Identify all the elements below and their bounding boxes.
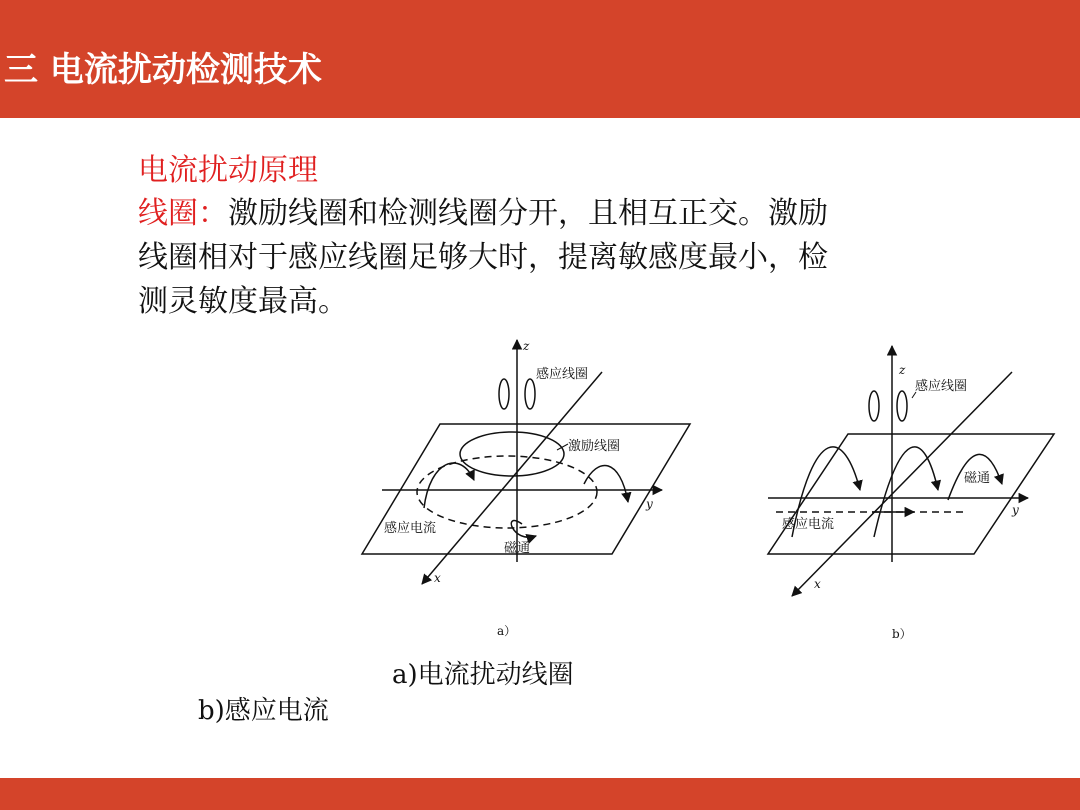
diagram-b-sense-coil-label: 感应线圈 (915, 379, 968, 394)
coil-diagram-figure (352, 332, 1072, 644)
diagram-b-flux-label: 磁通 (964, 471, 991, 486)
diagram-a-excite-coil-label: 激励线圈 (568, 439, 621, 454)
diagram-a-sense-coil-right (525, 379, 535, 409)
diagram-b (768, 346, 1054, 596)
diagram-b-z-label: z (899, 363, 906, 377)
diagram-a-sense-coil-left (499, 379, 509, 409)
diagram-a-flux-label: 磁通 (504, 541, 531, 556)
coil-diagram-svg (352, 332, 1072, 644)
body-line-2: 线圈相对于感应线圈足够大时，提离敏感度最小，检 (138, 240, 828, 275)
footer-bar (0, 778, 1080, 810)
diagram-a-flux-arc-right (584, 465, 628, 502)
diagram-a-induced-current-label: 感应电流 (384, 521, 437, 536)
body-paragraph (138, 192, 978, 324)
diagram-a-flux-arc-left (424, 463, 474, 508)
diagram-a-z-label: z (523, 339, 530, 353)
diagram-b-panel-label: b） (892, 627, 912, 641)
slide-title: 三 电流扰动检测技术 (4, 50, 322, 90)
diagram-b-sense-coil-right (897, 391, 907, 421)
diagram-b-induced-current-label: 感应电流 (782, 517, 835, 532)
diagram-b-flux-arc-2 (874, 447, 938, 537)
caption-a: a)电流扰动线圈 (392, 660, 574, 690)
diagram-a-excite-coil (460, 432, 564, 476)
body-label: 线圈： (138, 196, 228, 231)
diagram-a-x-label: x (434, 571, 441, 585)
caption-b: b)感应电流 (198, 696, 329, 726)
diagram-b-y-label: y (1012, 503, 1019, 517)
diagram-b-sense-coil-left (869, 391, 879, 421)
diagram-a-current-loop (417, 456, 597, 528)
section-heading: 电流扰动原理 (138, 153, 318, 188)
body-line-3: 测灵敏度最高。 (138, 284, 348, 319)
diagram-a-panel-label: a） (497, 624, 517, 638)
diagram-a-labels (384, 339, 653, 638)
diagram-b-labels (782, 363, 1019, 641)
diagram-b-plane (768, 434, 1054, 554)
diagram-b-x-label: x (814, 577, 821, 591)
body-line-1-text: 激励线圈和检测线圈分开，且相互正交。激励 (228, 196, 828, 231)
diagram-a-flux-curl (511, 521, 536, 538)
body-line-1 (138, 192, 978, 236)
diagram-a-sense-coil-label: 感应线圈 (536, 367, 589, 382)
diagram-a-y-label: y (646, 497, 653, 511)
